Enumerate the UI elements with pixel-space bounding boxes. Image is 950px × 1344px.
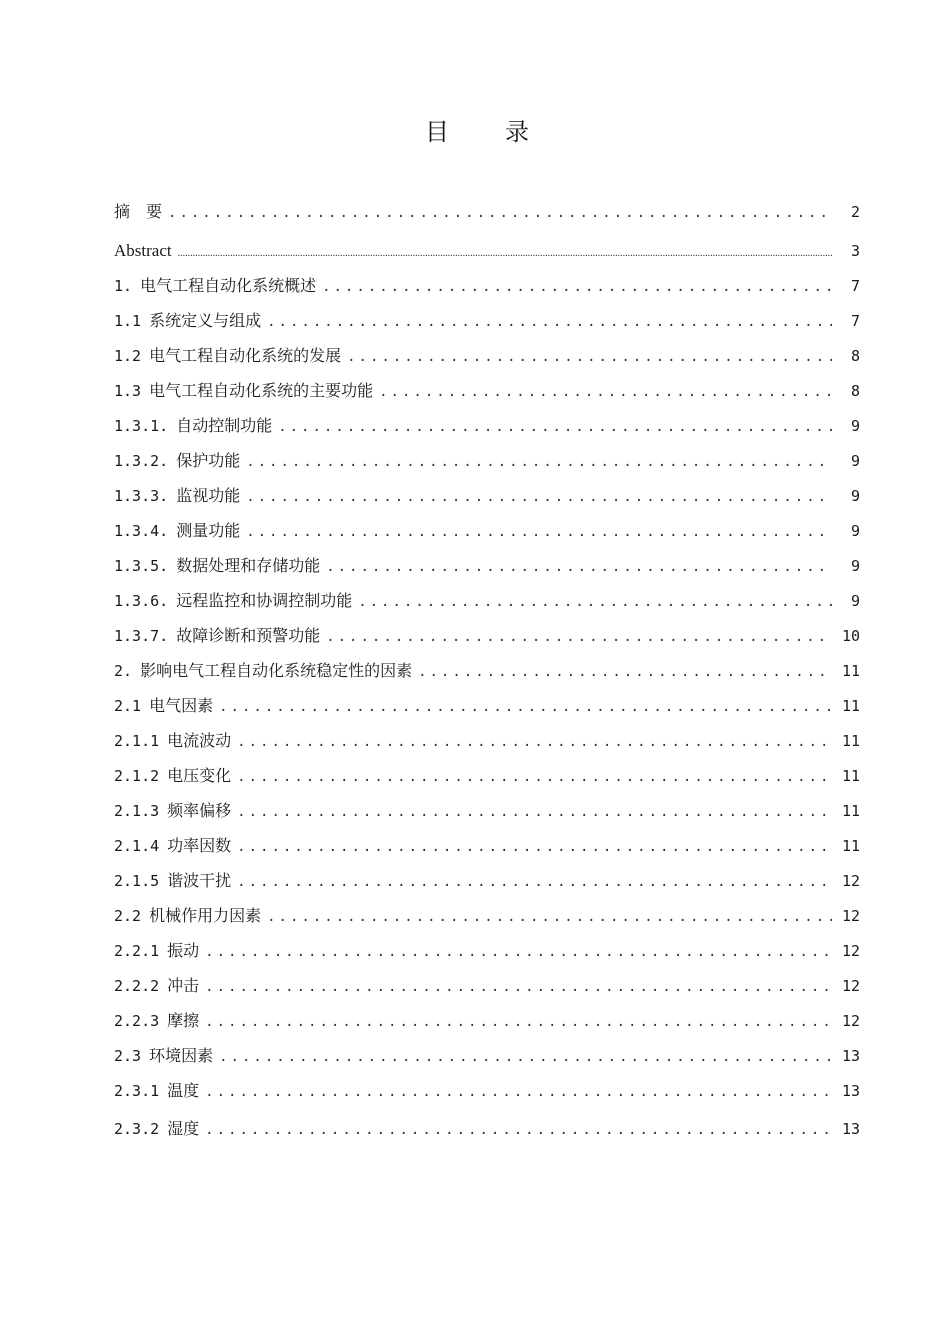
toc-entry-page: 13 — [841, 1047, 860, 1065]
toc-entry[interactable] — [114, 1077, 860, 1112]
toc-leader-dots — [326, 553, 832, 581]
toc-entry-page: 13 — [841, 1082, 860, 1100]
toc-leader-dots — [178, 240, 832, 268]
toc-entry-number: 2.1.2 — [114, 767, 160, 785]
toc-entry-label-group — [114, 937, 205, 965]
toc-leader-dots — [237, 868, 832, 896]
toc-entry-label: 湿度 — [167, 1119, 200, 1138]
toc-entry[interactable] — [114, 762, 860, 797]
toc-entry[interactable] — [114, 307, 860, 342]
toc-entry[interactable] — [114, 832, 860, 867]
toc-leader-dots — [237, 798, 832, 826]
toc-entry-number: 2.1.4 — [114, 837, 160, 855]
toc-entry[interactable] — [114, 692, 860, 727]
toc-leader-dots — [246, 518, 832, 546]
toc-entry-label-group — [114, 727, 237, 755]
toc-entry-label: 系统定义与组成 — [149, 311, 262, 330]
toc-entry-label: 电气工程自动化系统的主要功能 — [149, 381, 374, 400]
toc-entry-number: 1.1 — [114, 312, 142, 330]
toc-entry-label: 电气工程自动化系统的发展 — [149, 346, 342, 365]
toc-entry-number: 2.1.3 — [114, 802, 160, 820]
toc-entry[interactable] — [114, 622, 860, 657]
toc-entry-number: 1.3.5. — [114, 557, 169, 575]
toc-entry[interactable] — [114, 412, 860, 447]
toc-leader-dots — [418, 658, 832, 686]
toc-entry-label-group — [114, 587, 358, 615]
toc-entry-number: 2. — [114, 662, 133, 680]
toc-entry-label: 电压变化 — [167, 766, 232, 785]
toc-entry-page: 13 — [841, 1120, 860, 1138]
toc-entry-number: 1.3.2. — [114, 452, 169, 470]
toc-leader-dots — [205, 938, 832, 966]
toc-entry[interactable] — [114, 377, 860, 412]
toc-entry-label: 环境因素 — [149, 1046, 214, 1065]
toc-leader-dots — [205, 1008, 832, 1036]
toc-entry-label-group — [114, 447, 246, 475]
toc-leader-dots — [205, 1116, 832, 1144]
toc-entry-label-group — [114, 657, 418, 685]
toc-entry-number: 2.2.1 — [114, 942, 160, 960]
toc-entry-number: 2.2 — [114, 907, 142, 925]
toc-entry-label: 保护功能 — [176, 451, 241, 470]
toc-entry-page: 11 — [841, 732, 860, 750]
toc-entry-label: 远程监控和协调控制功能 — [176, 591, 353, 610]
toc-entry-label-group — [114, 1077, 205, 1105]
toc-entry-label-group — [114, 972, 205, 1000]
toc-entry-label: 摘 要 — [114, 202, 163, 221]
toc-leader-dots — [219, 693, 832, 721]
toc-entry-label-group — [114, 1007, 205, 1035]
toc-entry-page: 8 — [850, 347, 860, 365]
toc-entry-label-group — [114, 902, 267, 930]
toc-entry-label-group — [114, 867, 237, 895]
toc-entry-label: 监视功能 — [176, 486, 241, 505]
toc-entry-label-group — [114, 692, 219, 720]
toc-leader-dots — [237, 763, 832, 791]
toc-leader-dots — [205, 973, 832, 1001]
toc-entry-label-group — [114, 1042, 219, 1070]
toc-entry-number: 1. — [114, 277, 133, 295]
toc-entry-page: 12 — [841, 907, 860, 925]
toc-entry-page: 11 — [841, 837, 860, 855]
toc-leader-dots — [205, 1078, 832, 1106]
toc-entry-label: 谐波干扰 — [167, 871, 232, 890]
toc-entry-label-group — [114, 412, 278, 440]
toc-entry-page: 12 — [841, 977, 860, 995]
toc-entry-label: 影响电气工程自动化系统稳定性的因素 — [140, 661, 413, 680]
toc-entry-page: 12 — [841, 1012, 860, 1030]
toc-leader-dots — [168, 199, 832, 227]
toc-entry-label-group — [114, 307, 267, 335]
toc-entry[interactable] — [114, 342, 860, 377]
toc-entry-label: 振动 — [167, 941, 200, 960]
toc-entry-page: 9 — [850, 487, 860, 505]
toc-entry-label-group — [114, 342, 347, 370]
toc-entry-label: 电流波动 — [167, 731, 232, 750]
toc-entry-label: 功率因数 — [167, 836, 232, 855]
toc-entry-page: 8 — [850, 382, 860, 400]
toc-entry[interactable] — [114, 198, 860, 237]
toc-entry[interactable] — [114, 657, 860, 692]
toc-entry-label-group — [114, 517, 246, 545]
toc-entry-label-group — [114, 1115, 205, 1143]
toc-entry-label: 温度 — [167, 1081, 200, 1100]
toc-entry-page: 2 — [850, 203, 860, 221]
toc-entry-number: 1.3.1. — [114, 417, 169, 435]
toc-leader-dots — [326, 623, 832, 651]
toc-entry[interactable] — [114, 902, 860, 937]
toc-leader-dots — [347, 343, 832, 371]
toc-entry-page: 11 — [841, 767, 860, 785]
toc-entry[interactable] — [114, 587, 860, 622]
toc-entry-number: 2.3.1 — [114, 1082, 160, 1100]
toc-entry-number: 1.3.4. — [114, 522, 169, 540]
toc-entry-number: 2.1.5 — [114, 872, 160, 890]
toc-entry-page: 9 — [850, 522, 860, 540]
toc-entry-page: 12 — [841, 942, 860, 960]
toc-entry-label: 电气因素 — [149, 696, 214, 715]
toc-entry-number: 2.2.2 — [114, 977, 160, 995]
toc-entry-label-group — [114, 272, 322, 300]
toc-entry-number: 2.2.3 — [114, 1012, 160, 1030]
toc-entry-label: 故障诊断和预警功能 — [176, 626, 321, 645]
toc-leader-dots — [237, 833, 832, 861]
toc-entry-number: 1.3.3. — [114, 487, 169, 505]
toc-entry-label-group — [114, 482, 246, 510]
toc-entry-label-group — [114, 552, 326, 580]
toc-leader-dots — [278, 413, 832, 441]
toc-entry-page: 7 — [850, 277, 860, 295]
toc-entry[interactable] — [114, 552, 860, 587]
toc-entry[interactable] — [114, 1115, 860, 1150]
toc-leader-dots — [358, 588, 832, 616]
toc-entry-label: 频率偏移 — [167, 801, 232, 820]
toc-entry-label-group — [114, 797, 237, 825]
toc-title: 目 录 — [425, 118, 545, 146]
toc-entry-page: 11 — [841, 662, 860, 680]
toc-entry[interactable] — [114, 237, 860, 272]
toc-entry-label: 自动控制功能 — [176, 416, 273, 435]
toc-entry-number: 1.3.7. — [114, 627, 169, 645]
toc-entry-number: 2.1.1 — [114, 732, 160, 750]
toc-entry-label: 电气工程自动化系统概述 — [140, 276, 317, 295]
toc-entry-page: 11 — [841, 802, 860, 820]
toc-leader-dots — [246, 483, 832, 511]
toc-entry-number: 1.3 — [114, 382, 142, 400]
toc-entry[interactable] — [114, 517, 860, 552]
toc-entry[interactable] — [114, 867, 860, 902]
toc-entry[interactable] — [114, 972, 860, 1007]
toc-entry-label: 测量功能 — [176, 521, 241, 540]
toc-entry-label-group — [114, 762, 237, 790]
toc-entry[interactable] — [114, 1007, 860, 1042]
toc-entry-page: 9 — [850, 592, 860, 610]
toc-entry-label-group — [114, 377, 379, 405]
toc-leader-dots — [246, 448, 832, 476]
toc-entry[interactable] — [114, 1042, 860, 1077]
toc-entry[interactable] — [114, 482, 860, 517]
toc-leader-dots — [322, 273, 832, 301]
toc-entry-label: 数据处理和存储功能 — [176, 556, 321, 575]
toc-entry-label-group — [114, 622, 326, 650]
toc-entry-label-group — [114, 832, 237, 860]
toc-leader-dots — [219, 1043, 832, 1071]
toc-entry-label: 摩擦 — [167, 1011, 200, 1030]
toc-entry-page: 11 — [841, 697, 860, 715]
toc-entry-page: 7 — [850, 312, 860, 330]
toc-entry-number: 1.3.6. — [114, 592, 169, 610]
toc-entry-page: 3 — [850, 242, 860, 260]
toc-entry[interactable] — [114, 727, 860, 762]
toc-entry-number: 2.3.2 — [114, 1120, 160, 1138]
toc-list — [114, 198, 860, 1150]
toc-entry-label: 冲击 — [167, 976, 200, 995]
toc-entry-page: 9 — [850, 557, 860, 575]
toc-leader-dots — [379, 378, 832, 406]
toc-entry[interactable] — [114, 272, 860, 307]
toc-entry-label: 机械作用力因素 — [149, 906, 262, 925]
toc-entry[interactable] — [114, 937, 860, 972]
toc-leader-dots — [267, 903, 832, 931]
toc-entry-page: 10 — [841, 627, 860, 645]
toc-entry-number: 2.3 — [114, 1047, 142, 1065]
toc-entry-number: 1.2 — [114, 347, 142, 365]
toc-leader-dots — [237, 728, 832, 756]
toc-entry-page: 9 — [850, 452, 860, 470]
toc-entry[interactable] — [114, 447, 860, 482]
toc-entry[interactable] — [114, 797, 860, 832]
toc-entry-label: Abstract — [114, 241, 172, 260]
toc-entry-page: 12 — [841, 872, 860, 890]
toc-entry-page: 9 — [850, 417, 860, 435]
toc-entry-number: 2.1 — [114, 697, 142, 715]
toc-leader-dots — [267, 308, 832, 336]
